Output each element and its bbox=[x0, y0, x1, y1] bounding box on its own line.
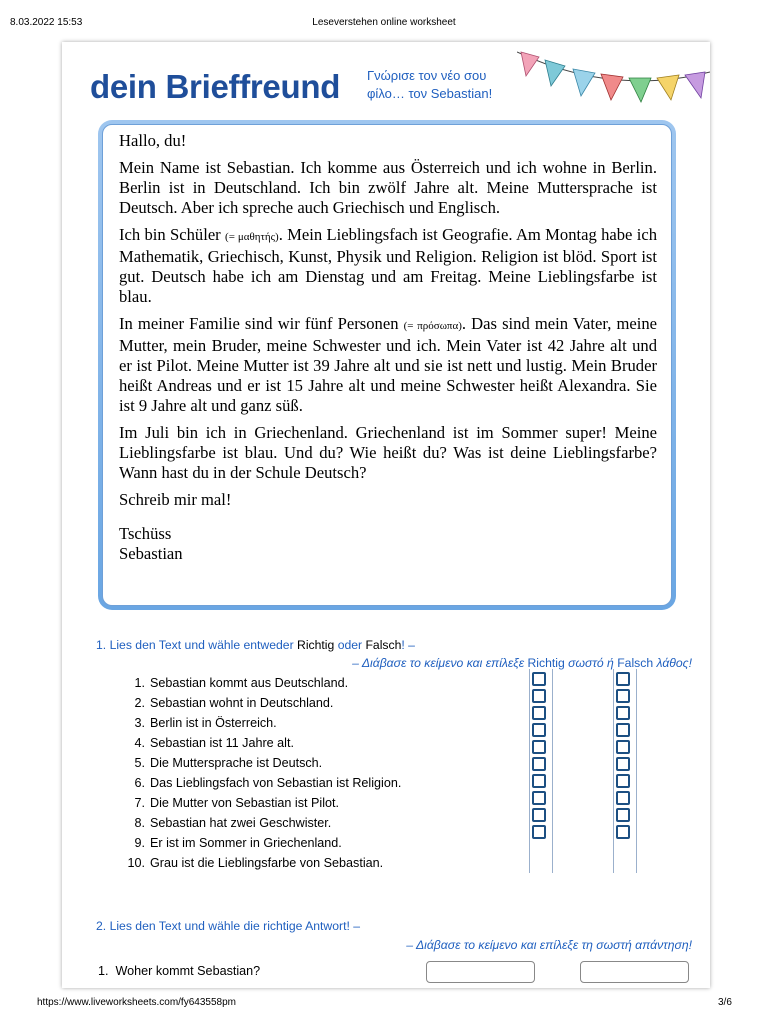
statement-item bbox=[122, 714, 401, 734]
statement-number: 7. bbox=[134, 796, 145, 810]
falsch-checkbox-column bbox=[613, 669, 637, 873]
statement-text: Die Mutter von Sebastian ist Pilot. bbox=[150, 796, 339, 810]
richtig-checkbox[interactable] bbox=[532, 808, 546, 822]
statement-number: 2. bbox=[134, 696, 145, 710]
subtitle-line-2: φίλο… τον Sebastian! bbox=[367, 86, 493, 101]
statement-text: Berlin ist in Österreich. bbox=[150, 716, 277, 730]
print-url: https://www.liveworksheets.com/fy643558pm bbox=[37, 997, 236, 1008]
statement-item bbox=[122, 794, 401, 814]
answer-option-box[interactable] bbox=[426, 961, 535, 983]
letter-paragraph-4: Im Juli bin ich in Griechenland. Griechenland ist im Sommer super! Meine Lieblingsfarbe ist blau. Und du? Wie heißt du? Was ist deine Lieblingsfarbe? Wann hast du in der Schule Deutsch? bbox=[119, 423, 657, 482]
richtig-checkbox[interactable] bbox=[532, 757, 546, 771]
statement-text: Sebastian ist 11 Jahre alt. bbox=[150, 736, 294, 750]
statement-number: 8. bbox=[134, 816, 145, 830]
task2-question-1: 1. Woher kommt Sebastian? bbox=[98, 964, 261, 978]
statement-number: 6. bbox=[134, 776, 145, 790]
falsch-checkbox[interactable] bbox=[616, 740, 630, 754]
falsch-checkbox[interactable] bbox=[616, 706, 630, 720]
task2-instruction-greek: – Διάβασε το κείμενο και επίλεξε τη σωστή απάντηση! bbox=[406, 938, 692, 952]
statement-item bbox=[122, 854, 401, 874]
letter-greeting: Hallo, du! bbox=[119, 131, 187, 150]
falsch-checkbox[interactable] bbox=[616, 757, 630, 771]
falsch-checkbox[interactable] bbox=[616, 723, 630, 737]
print-page-title: Leseverstehen online worksheet bbox=[312, 17, 456, 28]
statement-number: 4. bbox=[134, 736, 145, 750]
statement-text: Sebastian hat zwei Geschwister. bbox=[150, 816, 332, 830]
letter-frame bbox=[98, 120, 676, 610]
statement-item bbox=[122, 674, 401, 694]
task1-instruction-greek: – Διάβασε το κείμενο και επίλεξε Richtig σωστό ή Falsch λάθος! bbox=[352, 656, 692, 670]
letter-text bbox=[102, 124, 672, 606]
worksheet-page bbox=[62, 42, 710, 988]
print-page-number: 3/6 bbox=[718, 997, 732, 1008]
falsch-checkbox[interactable] bbox=[616, 672, 630, 686]
statement-text: Die Muttersprache ist Deutsch. bbox=[150, 756, 323, 770]
statement-item bbox=[122, 834, 401, 854]
letter-signoff: Tschüss bbox=[119, 524, 172, 543]
richtig-checkbox[interactable] bbox=[532, 723, 546, 737]
task1-statement-list bbox=[122, 674, 401, 874]
statement-number: 10. bbox=[127, 856, 145, 870]
falsch-checkbox[interactable] bbox=[616, 791, 630, 805]
greek-gloss: (= πρόσωπα) bbox=[403, 320, 462, 332]
richtig-checkbox[interactable] bbox=[532, 791, 546, 805]
statement-item bbox=[122, 814, 401, 834]
richtig-checkbox[interactable] bbox=[532, 706, 546, 720]
worksheet-subtitle bbox=[367, 67, 492, 103]
letter-paragraph-3: In meiner Familie sind wir fünf Personen (= πρόσωπα). Das sind mein Vater, meine Mutter, mein Bruder, meine Schwester und ich. Mein Vater ist 42 Jahre alt und er ist Pilot. Meine Mutter ist 39 Jahre alt und sie ist nett und lustig. Mein Bruder heißt Andreas und er ist 15 Jahre alt und meine Schwester heißt Alexandra. Sie ist 9 Jahre alt und ganz süß. bbox=[119, 314, 658, 415]
letter-paragraph-1: Mein Name ist Sebastian. Ich komme aus Österreich und ich wohne in Berlin. Berlin ist in Deutschland. Ich bin zwölf Jahre alt. Meine Muttersprache ist Deutsch. Aber ich spreche auch Griechisch und Englisch. bbox=[119, 158, 657, 217]
statement-text: Das Lieblingsfach von Sebastian ist Religion. bbox=[150, 776, 402, 790]
letter-closing: Schreib mir mal! bbox=[119, 490, 232, 509]
falsch-checkbox[interactable] bbox=[616, 689, 630, 703]
statement-item bbox=[122, 694, 401, 714]
statement-item bbox=[122, 774, 401, 794]
richtig-checkbox[interactable] bbox=[532, 672, 546, 686]
task1-instruction: 1. Lies den Text und wähle entweder Richtig oder Falsch! – bbox=[96, 638, 415, 652]
answer-option-box[interactable] bbox=[580, 961, 689, 983]
falsch-checkbox[interactable] bbox=[616, 808, 630, 822]
worksheet-title: dein Brieffreund bbox=[90, 68, 341, 105]
statement-text: Sebastian kommt aus Deutschland. bbox=[150, 676, 349, 690]
richtig-checkbox[interactable] bbox=[532, 774, 546, 788]
print-datetime: 8.03.2022 15:53 bbox=[10, 17, 83, 28]
statement-number: 9. bbox=[134, 836, 145, 850]
statement-text: Sebastian wohnt in Deutschland. bbox=[150, 696, 334, 710]
statement-number: 3. bbox=[134, 716, 145, 730]
statement-text: Er ist im Sommer in Griechenland. bbox=[150, 836, 342, 850]
letter-signature: Sebastian bbox=[119, 544, 183, 563]
richtig-checkbox[interactable] bbox=[532, 689, 546, 703]
statement-item bbox=[122, 734, 401, 754]
falsch-checkbox[interactable] bbox=[616, 825, 630, 839]
richtig-checkbox[interactable] bbox=[532, 825, 546, 839]
subtitle-line-1: Γνώρισε τον νέο σου bbox=[367, 68, 487, 83]
statement-number: 1. bbox=[134, 676, 145, 690]
richtig-checkbox[interactable] bbox=[532, 740, 546, 754]
statement-item bbox=[122, 754, 401, 774]
greek-gloss: (= μαθητής) bbox=[225, 231, 279, 243]
bunting-decoration bbox=[517, 42, 710, 122]
letter-paragraph-2: Ich bin Schüler (= μαθητής). Mein Lieblingsfach ist Geografie. Am Montag habe ich Mathematik, Griechisch, Kunst, Physik und Religion. Religion ist blöd. Sport ist gut. Deutsch habe ich am Dienstag und am Freitag. Meine Lieblingsfarbe ist blau. bbox=[119, 225, 658, 306]
richtig-checkbox-column bbox=[529, 669, 553, 873]
falsch-checkbox[interactable] bbox=[616, 774, 630, 788]
task2-instruction: 2. Lies den Text und wähle die richtige Antwort! – bbox=[96, 919, 361, 933]
statement-text: Grau ist die Lieblingsfarbe von Sebastian. bbox=[150, 856, 384, 870]
statement-number: 5. bbox=[134, 756, 145, 770]
